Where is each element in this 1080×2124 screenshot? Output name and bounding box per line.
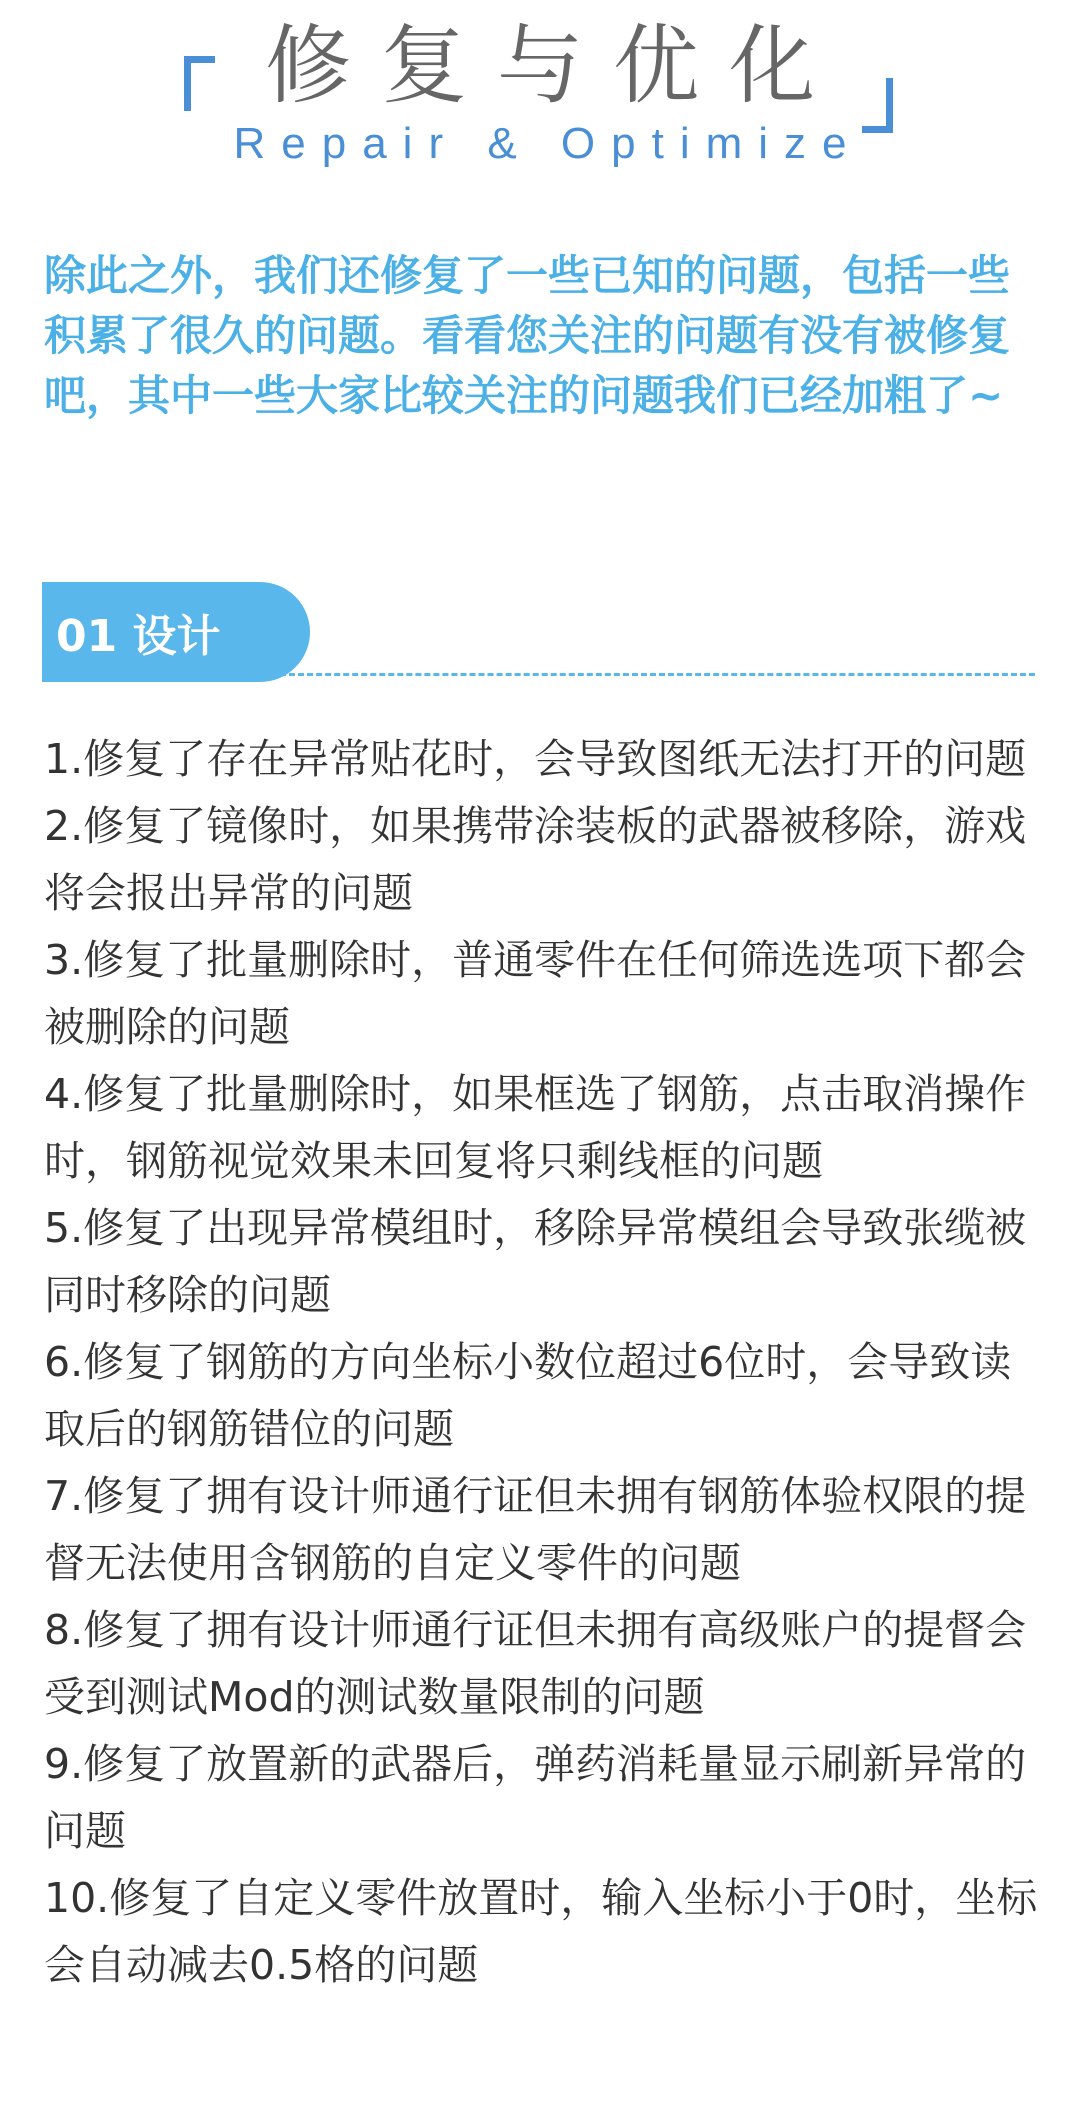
fix-item: 7.修复了拥有设计师通行证但未拥有钢筋体验权限的提督无法使用含钢筋的自定义零件的问题: [44, 1472, 1027, 1587]
section-tab-label: 01 设计: [56, 611, 221, 662]
fix-list: [44, 726, 1039, 1999]
page-header: [0, 0, 1080, 180]
fix-item: 9.修复了放置新的武器后，弹药消耗量显示刷新异常的问题: [44, 1740, 1027, 1855]
fix-item: 8.修复了拥有设计师通行证但未拥有高级账户的提督会受到测试Mod的测试数量限制的问题: [44, 1606, 1027, 1721]
fix-item: 3.修复了批量删除时，普通零件在任何筛选选项下都会被删除的问题: [44, 936, 1027, 1051]
section-tab-design: [42, 582, 310, 682]
intro-paragraph: 除此之外，我们还修复了一些已知的问题，包括一些积累了很久的问题。看看您关注的问题有没有被修复吧，其中一些大家比较关注的问题我们已经加粗了~: [44, 251, 1011, 420]
fix-item: 10.修复了自定义零件放置时，输入坐标小于0时，坐标会自动减去0.5格的问题: [44, 1874, 1038, 1989]
fix-item: 1.修复了存在异常贴花时，会导致图纸无法打开的问题: [44, 735, 1027, 783]
page-title: 修复与优化: [265, 16, 845, 116]
right-bracket-decoration: [862, 78, 893, 133]
page-subtitle: Repair & Optimize: [233, 119, 863, 168]
fix-item: 2.修复了镜像时，如果携带涂装板的武器被移除，游戏将会报出异常的问题: [44, 802, 1027, 917]
fix-item: 6.修复了钢筋的方向坐标小数位超过6位时，会导致读取后的钢筋错位的问题: [44, 1338, 1012, 1453]
fix-item: 4.修复了批量删除时，如果框选了钢筋，点击取消操作时，钢筋视觉效果未回复将只剩线框的问题: [44, 1070, 1027, 1185]
fix-item: 5.修复了出现异常模组时，移除异常模组会导致张缆被同时移除的问题: [44, 1204, 1027, 1319]
section-divider: [280, 673, 1035, 676]
